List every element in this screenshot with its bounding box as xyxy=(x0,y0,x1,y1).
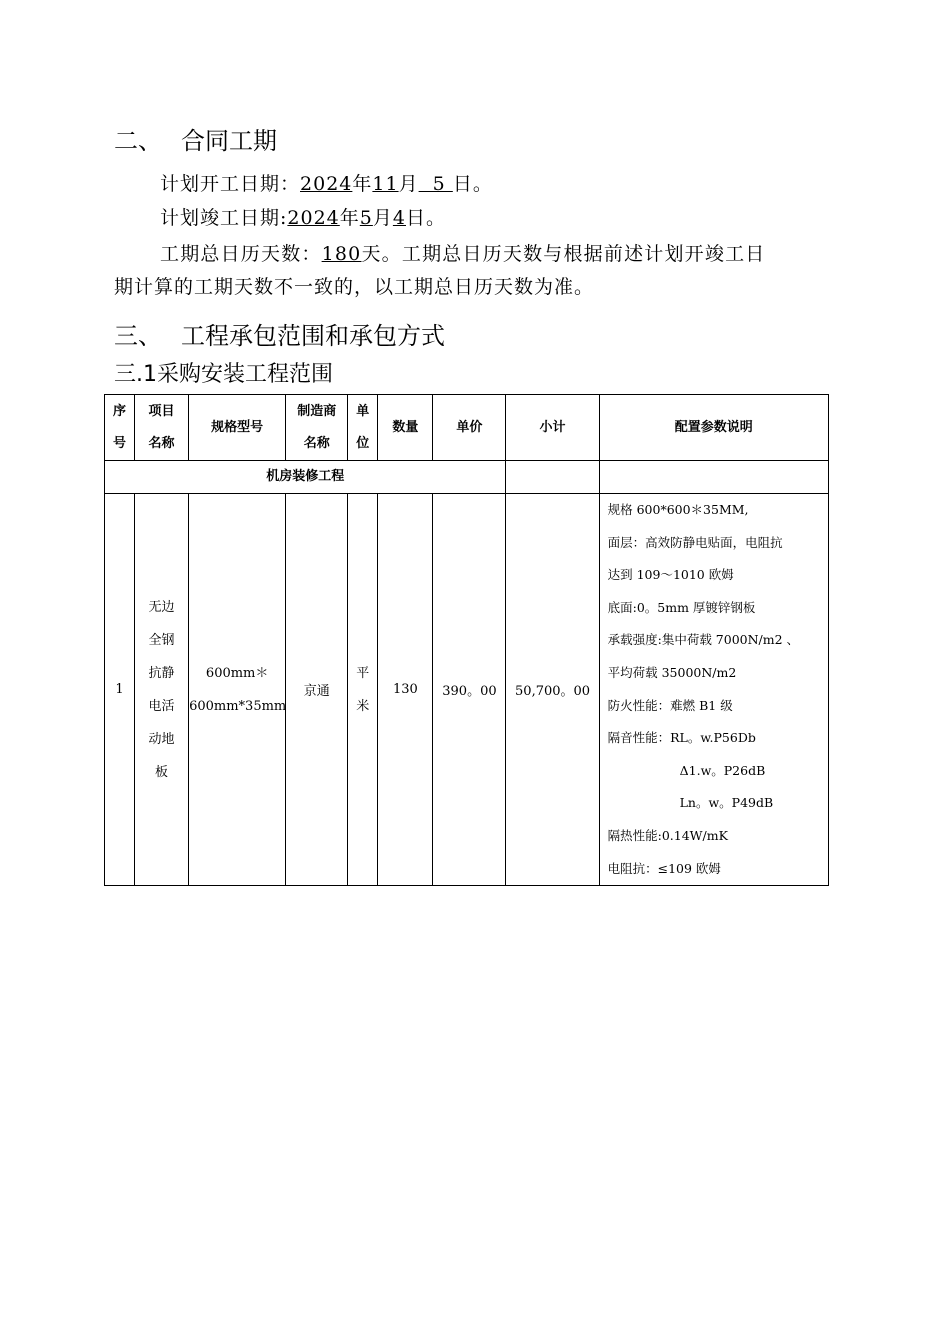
header-maker-line2: 名称 xyxy=(303,435,330,451)
group-label: 机房装修工程 xyxy=(105,461,506,494)
row-qty: 130 xyxy=(378,494,433,886)
end-month-unit: 月 xyxy=(372,207,393,229)
header-seq-line2: 号 xyxy=(113,435,127,451)
start-month: 11 xyxy=(372,173,399,195)
spec-line: 达到 109～1010 欧姆 xyxy=(607,567,734,583)
header-spec: 配置参数说明 xyxy=(599,395,828,461)
spec-line: Ln。w。P49dB xyxy=(679,795,774,811)
header-price: 单价 xyxy=(433,395,506,461)
row-subtotal: 50,700。00 xyxy=(506,494,599,886)
spec-line: 电阻抗：≤109 欧姆 xyxy=(607,860,721,876)
total-days-text: 天。工期总日历天数与根据前述计划开竣工日 xyxy=(361,243,766,265)
row-item xyxy=(135,494,189,886)
row-maker: 京通 xyxy=(286,494,348,886)
spec-line: 规格 600*600＊35MM, xyxy=(607,502,749,517)
header-item xyxy=(135,395,189,461)
end-day-unit: 日。 xyxy=(405,207,446,229)
total-days-line2: 期计算的工期天数不一致的，以工期总日历天数为准。 xyxy=(114,276,595,298)
row-item-line: 抗静 xyxy=(148,665,175,681)
table-group-row xyxy=(105,461,829,494)
header-seq xyxy=(105,395,135,461)
row-price: 390。00 xyxy=(433,494,506,886)
row-spec xyxy=(599,494,828,886)
header-unit-line1: 单 xyxy=(356,403,370,419)
section-3-heading xyxy=(114,316,445,351)
row-model-line: 600mm＊ xyxy=(205,665,269,681)
row-item-line: 无边 xyxy=(148,599,175,615)
header-unit-line2: 位 xyxy=(356,435,370,451)
row-item-line: 电活 xyxy=(148,698,175,714)
spec-line: 底面:0。5mm 厚镀锌钢板 xyxy=(607,599,756,615)
end-month: 5 xyxy=(359,207,373,229)
header-item-line1: 项目 xyxy=(148,403,175,419)
row-unit-line: 平 xyxy=(356,665,370,681)
row-model xyxy=(189,494,286,886)
header-subtotal: 小计 xyxy=(506,395,599,461)
row-unit-line: 米 xyxy=(356,698,370,714)
subsection-heading: 三.1采购安装工程范围 xyxy=(114,362,333,387)
start-label: 计划开工日期： xyxy=(160,173,301,195)
group-empty-spec xyxy=(599,461,828,494)
row-item-line: 全钢 xyxy=(148,632,175,648)
spec-line: 隔音性能：RL。w.P56Db xyxy=(607,730,756,746)
section-2-heading xyxy=(114,121,277,156)
start-year: 2024 xyxy=(300,173,353,195)
spec-line: 承载强度:集中荷载 7000N/m2 、 xyxy=(607,632,800,648)
start-month-unit: 月 xyxy=(398,173,419,195)
total-days-label: 工期总日历天数： xyxy=(160,243,322,265)
table-row xyxy=(105,494,829,886)
planned-end-date xyxy=(160,203,446,230)
end-day: 4 xyxy=(392,207,406,229)
table-header-row xyxy=(105,395,829,461)
spec-line: 防火性能：难燃 B1 级 xyxy=(607,697,733,713)
header-seq-line1: 序 xyxy=(113,403,127,419)
row-item-line: 动地 xyxy=(148,731,175,747)
header-qty: 数量 xyxy=(378,395,433,461)
end-year-unit: 年 xyxy=(339,207,360,229)
end-year: 2024 xyxy=(287,207,340,229)
row-seq: 1 xyxy=(105,494,135,886)
total-days-line1 xyxy=(160,239,766,266)
spec-line: 平均荷载 35000N/m2 xyxy=(607,664,737,680)
start-day-unit: 日。 xyxy=(452,173,493,195)
procurement-table xyxy=(104,394,829,886)
total-days-value: 180 xyxy=(321,243,362,265)
spec-line: 隔热性能:0.14W/mK xyxy=(607,827,728,843)
row-model-line: 600mm*35mm xyxy=(189,698,287,714)
section-2-number: 二、 xyxy=(114,127,162,155)
header-model: 规格型号 xyxy=(189,395,286,461)
end-label: 计划竣工日期: xyxy=(160,207,288,229)
header-unit xyxy=(348,395,378,461)
section-3-number: 三、 xyxy=(114,322,162,350)
header-item-line2: 名称 xyxy=(148,435,175,451)
spec-line: 面层：高效防静电贴面，电阻抗 xyxy=(607,534,783,550)
start-day: 5 xyxy=(418,173,453,195)
row-unit xyxy=(348,494,378,886)
start-year-unit: 年 xyxy=(352,173,373,195)
planned-start-date xyxy=(160,169,493,196)
row-item-line: 板 xyxy=(155,764,169,780)
section-2-title: 合同工期 xyxy=(181,127,277,155)
group-empty-subtotal xyxy=(506,461,599,494)
header-maker-line1: 制造商 xyxy=(297,403,337,419)
section-3-title: 工程承包范围和承包方式 xyxy=(181,322,445,350)
header-maker xyxy=(286,395,348,461)
spec-line: Δ1.w。P26dB xyxy=(679,762,766,778)
